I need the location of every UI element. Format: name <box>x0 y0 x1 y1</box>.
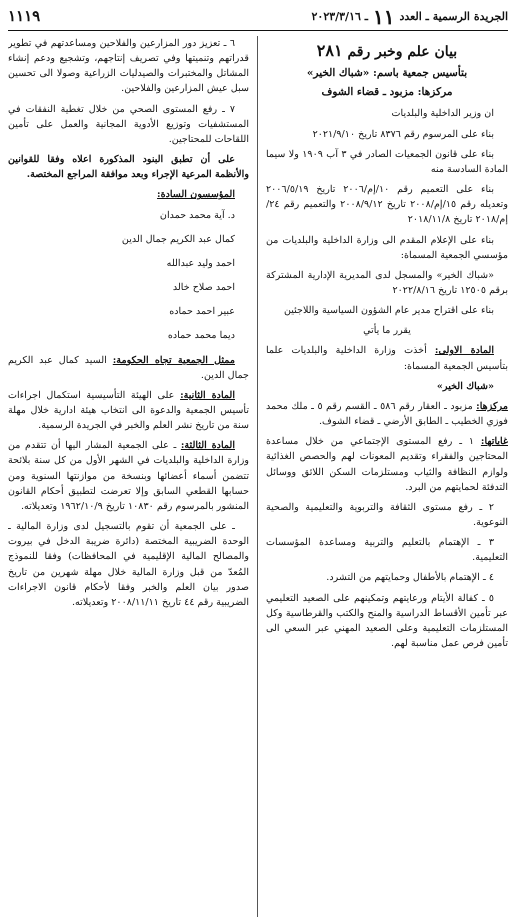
goals-text-1: ١ ـ رفع المستوى الإجتماعي من خلال مساعدة المحتاجين والفقراء وتقديم المعونات لهم والحصص الغذائية ولوازم النظافة والثياب ومستلزمات السكن اللائق ووسائل التدفئة لحمايتهم من البرد. <box>266 436 508 493</box>
preamble-notification: بناء على الإعلام المقدم الى وزارة الداخلية والبلديات من مؤسسي الجمعية المسماة: <box>266 234 508 261</box>
preamble-minister: ان وزير الداخلية والبلديات <box>391 108 494 120</box>
article-1 <box>266 343 508 373</box>
goals-label: غاياتها: <box>480 436 508 448</box>
commitment-clause: على أن تطبق البنود المذكورة اعلاه وفقا للقوانين والأنظمة المرعية الإجراء وبعد موافقة المراجع المختصة. <box>8 154 249 181</box>
notice-hq-title: مركزها: مزبود ـ قضاء الشوف <box>321 85 453 98</box>
headquarters-text: مزبود ـ العقار رقم ٥٨٦ ـ القسم رقم ٥ ـ ملك محمد فوزي الخطيب ـ الطابق الأرضي ـ قضاء الشوف. <box>266 400 508 428</box>
header-gazette-info <box>312 7 509 27</box>
notice-subtitle: بتأسيس جمعية باسم: «شباك الخير» <box>306 67 468 80</box>
issue-date: ـ ٢٠٢٣/٣/١٦ <box>311 10 368 24</box>
headquarters-label: مركزها: <box>476 400 508 412</box>
article-2-text: على الهيئة التأسيسية استكمال اجراءات تأسيس الجمعية والدعوة الى انتخاب هيئة ادارية خلال مهلة سنة من تاريخ نشر العلم والخبر في الجريدة الرسمية. <box>8 389 249 432</box>
article-1-text: أخذت وزارة الداخلية والبلديات علما بتأسيس الجمعية المسماة: <box>266 345 508 372</box>
goals-item-3: ٣ ـ الإهتمام بالتعليم والتربية ومساعدة المؤسسات التعليمية. <box>266 537 508 564</box>
right-column <box>258 36 508 917</box>
goals-item-1 <box>266 434 508 495</box>
founder-item: ديما محمد حماده <box>167 330 235 342</box>
article-3-tax: ـ على الجمعية أن تقوم بالتسجيل لدى وزارة المالية ـ الوحدة الضريبية المختصة (دائرة ضريبة الدخل في بيروت والمصالح المالية الإقليمية في المحافظات) وفقا للنموذج المُعدّ من قبل وزارة المالية خلال مهلة شهرين من تاريخ صدور بيان العلم والخبر وفقا لأحكام قانون الاجراءات الضريبية رقم ٤٤ تاريخ ٢٠٠٨/١١/١١ وتعديلاته. <box>8 521 249 608</box>
notice-title: بيان علم وخبر رقم ٢٨١ <box>316 41 458 60</box>
founder-item: عبير احمد حماده <box>169 306 235 318</box>
founder-item: كمال عبد الكريم جمال الدين <box>121 233 235 245</box>
decision-heading: يقرر ما يأتي <box>363 325 411 337</box>
left-column <box>8 36 257 917</box>
goals-item-7: ٧ ـ رفع المستوى الصحي من خلال تغطية النفقات في المستشفيات وتوزيع الأدوية المجانية والعمل على تأمين اللقاحات للمحتاجين. <box>8 103 249 145</box>
goals-item-2: ٢ ـ رفع مستوى الثقافة والتربوية والتعليمية والصحية النوعوية. <box>266 501 508 529</box>
preamble-registration: «شباك الخير» والمسجل لدى المديرية الإدارية المشتركة برقم ١٢٥٠٥ تاريخ ٢٠٢٢/٨/١٦ <box>266 269 508 296</box>
page-number: ١١١٩ <box>8 7 41 26</box>
article-2 <box>8 388 249 433</box>
founder-item: احمد صلاح خالد <box>172 282 235 294</box>
gazette-name: الجريدة الرسمية ـ العدد <box>399 10 508 24</box>
preamble-law: بناء على قانون الجمعيات الصادر في ٣ آب ١٩٠٩ ولا سيما المادة السادسة منه <box>266 148 508 175</box>
page-header <box>8 4 508 31</box>
preamble-circular: بناء على التعميم رقم ١٠/إم/٢٠٠٦ تاريخ ٢٠٠٦/٥/١٩ وتعديله رقم ١٥/إم/٢٠٠٨ تاريخ ٢٠٠٨/٩/١٢ والتعميم رقم ٢٤/إم/٢٠١٨ تاريخ ٢٠١٨/١١/٨ <box>266 184 508 226</box>
issue-number: ١١ <box>372 5 395 29</box>
founder-item: احمد وليد عبدالله <box>166 257 235 269</box>
association-name: «شباك الخير» <box>436 380 494 392</box>
representative-text: السيد كمال عبد الكريم جمال الدين. <box>8 354 249 381</box>
article-1-label: المادة الاولى: <box>434 345 494 357</box>
article-3-label: المادة الثالثة: <box>180 440 235 452</box>
founders-list <box>8 208 249 344</box>
text-columns <box>8 36 508 917</box>
founder-item: د. آية محمد حمدان <box>159 209 235 221</box>
preamble-proposal: بناء على اقتراح مدير عام الشؤون السياسية واللاجئين <box>283 305 494 317</box>
government-representative <box>8 353 249 383</box>
column-divider <box>257 36 258 917</box>
goals-item-6: ٦ ـ تعزيز دور المزارعين والفلاحين ومساعدتهم في تطوير قدراتهم وتنميتها وفي تصريف إنتاجهم، وتشجيع ودعم إنشاء المشاتل والمختبرات والصيدليات الزراعية وصولا الى تحسين سبل عيش المزارعين والفلاحين. <box>8 38 249 95</box>
goals-item-5: ٥ ـ كفالة الأيتام ورعايتهم وتمكينهم على الصعيد التعليمي عبر تأمين الأقساط الدراسية والمنح والكتب والقرطاسية وكل المستلزمات التعليمية وعلى الصعيد المهني عبر السعي الى تأمين فرص عمل مناسبة لهم. <box>266 592 508 650</box>
founders-label: المؤسسون السادة: <box>157 189 235 201</box>
article-3-text: ـ على الجمعية المشار اليها أن تتقدم من وزارة الداخلية والبلديات في الشهر الأول من كل سنة بلائحة تتضمن أسماء أعضائها وبنسخة من موازنتها السنوية ومن حسابها القطعي السابق وإلا تعرضت لتطبيق أحكام القانون المنشور بالمرسوم رقم ١٠٨٣٠ تاريخ ١٩٦٢/١٠/٩ وتعديلاته. <box>8 440 249 512</box>
headquarters <box>266 399 508 429</box>
article-2-label: المادة الثانية: <box>180 389 235 401</box>
notice-number: ٢٨١ <box>316 41 343 60</box>
preamble-decree: بناء على المرسوم رقم ٨٣٧٦ تاريخ ٢٠٢١/٩/١٠ <box>312 128 494 140</box>
representative-label: ممثل الجمعية تجاه الحكومة: <box>112 354 235 366</box>
goals-item-4: ٤ ـ الإهتمام بالأطفال وحمايتهم من التشرد. <box>326 572 494 584</box>
article-3 <box>8 438 249 514</box>
